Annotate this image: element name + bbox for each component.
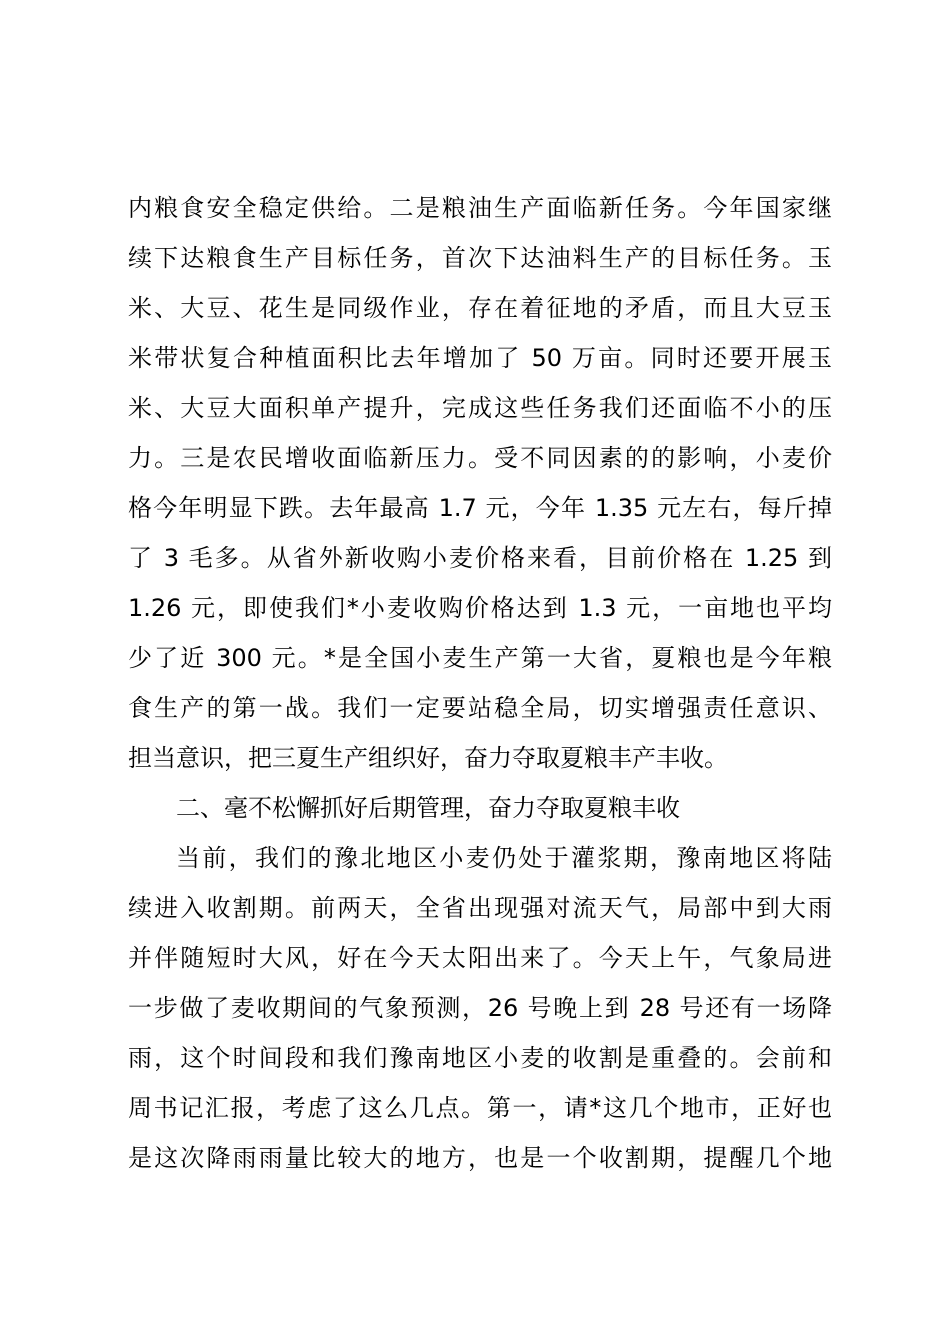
text-line: 米带状复合种植面积比去年增加了 50 万亩。同时还要开展玉 [128, 344, 832, 372]
text-line: 续下达粮食生产目标任务，首次下达油料生产的目标任务。玉 [128, 244, 832, 272]
text-line: 一步做了麦收期间的气象预测，26 号晚上到 28 号还有一场降 [128, 994, 832, 1022]
text-line: 雨，这个时间段和我们豫南地区小麦的收割是重叠的。会前和 [128, 1044, 832, 1072]
text-line: 并伴随短时大风，好在今天太阳出来了。今天上午，气象局进 [128, 944, 832, 972]
text-line: 米、大豆大面积单产提升，完成这些任务我们还面临不小的压 [128, 394, 832, 422]
text-line: 少了近 300 元。*是全国小麦生产第一大省，夏粮也是今年粮 [128, 644, 832, 672]
body-text [128, 183, 832, 1183]
text-line: 食生产的第一战。我们一定要站稳全局，切实增强责任意识、 [128, 694, 832, 722]
text-line: 了 3 毛多。从省外新收购小麦价格来看，目前价格在 1.25 到 [128, 544, 832, 572]
text-line: 1.26 元，即使我们*小麦收购价格达到 1.3 元，一亩地也平均 [128, 594, 832, 622]
text-line: 内粮食安全稳定供给。二是粮油生产面临新任务。今年国家继 [128, 194, 832, 222]
text-line: 格今年明显下跌。去年最高 1.7 元，今年 1.35 元左右，每斤掉 [128, 494, 832, 522]
text-line: 担当意识，把三夏生产组织好，奋力夺取夏粮丰产丰收。 [128, 744, 728, 772]
paragraph-food-security [128, 183, 832, 783]
paragraph-harvest [128, 833, 832, 1183]
text-line: 是这次降雨雨量比较大的地方，也是一个收割期，提醒几个地 [128, 1144, 832, 1172]
text-line: 力。三是农民增收面临新压力。受不同因素的的影响，小麦价 [128, 444, 832, 472]
section-heading-text: 二、毫不松懈抓好后期管理，奋力夺取夏粮丰收 [176, 794, 680, 822]
text-line: 米、大豆、花生是同级作业，存在着征地的矛盾，而且大豆玉 [128, 294, 832, 322]
text-line: 续进入收割期。前两天，全省出现强对流天气，局部中到大雨 [128, 894, 832, 922]
text-line: 当前，我们的豫北地区小麦仍处于灌浆期，豫南地区将陆 [176, 844, 832, 872]
section-heading [128, 783, 832, 833]
text-line: 周书记汇报，考虑了这么几点。第一，请*这几个地市，正好也 [128, 1094, 832, 1122]
